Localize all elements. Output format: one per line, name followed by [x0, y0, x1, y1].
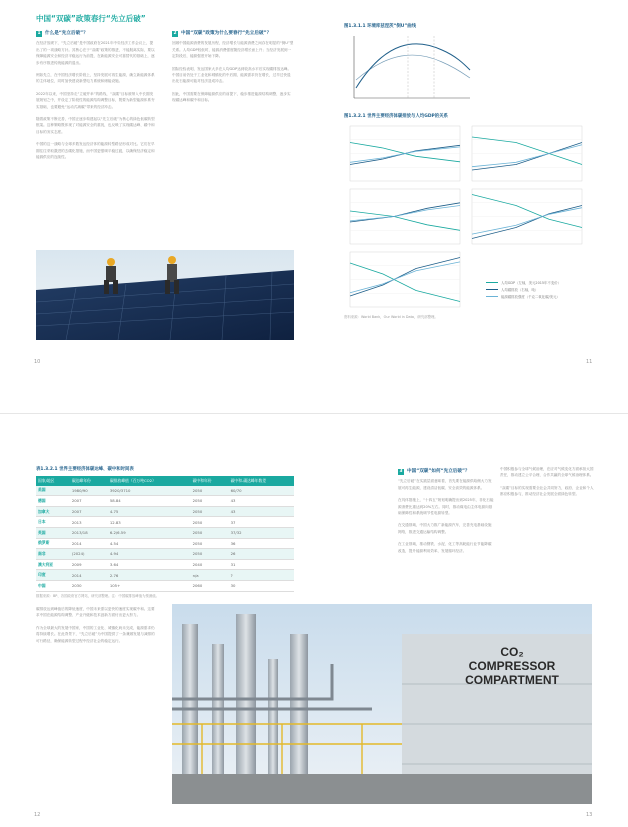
- paragraph: “双碳”目标的实现需要全社会共同努力，政府、企业和个人都应积极参与，推动经济社会发展全面绿色转型。: [500, 485, 594, 497]
- table-cell: 2050: [191, 549, 229, 560]
- table-cell: 31: [229, 559, 294, 570]
- country-cell: 英国: [36, 527, 70, 538]
- paragraph: 例如先立，在中国经济增长阶段上，坚持发展可再生能源，确立新能源体系的主体地位，同时加快建设新型电力系统和储能设施。: [36, 73, 155, 84]
- legend-label: 能源碳排放强度（千克二氧化碳/美元）: [501, 295, 560, 299]
- paragraph: 国际经验表明，发达国家大多在人均GDP达到较高水平后实现碳排放达峰。中国目前仍处于工业化和城镇化的中后期，能源需求仍在增长，过早过快退出化石能源可能对经济造成冲击。: [172, 66, 292, 84]
- section-heading-3: [398, 469, 494, 475]
- page-number: 13: [586, 812, 593, 818]
- series-line: [350, 258, 460, 297]
- legend-swatch-gdp: [486, 282, 498, 284]
- column-section-3b: [500, 466, 594, 504]
- table-cell: 2040: [191, 559, 229, 570]
- series-line: [350, 262, 460, 293]
- column-header: 国家/地区: [36, 476, 70, 486]
- chart-panel: [350, 189, 460, 244]
- figure-1-title: 图1.3.1.1 环境库兹涅茨“倒U”曲线: [344, 24, 416, 29]
- table-cell: 2060: [191, 580, 229, 591]
- table-cell: 30: [229, 580, 294, 591]
- table-cell: 37: [229, 517, 294, 528]
- solar-photo-illustration: [36, 250, 294, 340]
- column-header: 碳中和-碳达峰年数差: [229, 476, 294, 486]
- photo-sign-line1: CO₂: [500, 645, 524, 659]
- table-row: [36, 570, 294, 581]
- country-cell: 澳大利亚: [36, 559, 70, 570]
- chart-panel: [472, 189, 582, 244]
- section-title-2: 中国“双碳”政策为什么要春行“先立后破”？: [181, 31, 272, 36]
- column-header: 碳排放峰值（百万吨CO2）: [108, 476, 191, 486]
- paragraph: 中国积极参与全球气候治理，在应对气候变化方面承担大国责任，推动建立公平合理、合作共赢的全球气候治理体系。: [500, 467, 594, 478]
- chart-panel: [350, 126, 460, 181]
- table-cell: 3920/3710: [108, 486, 191, 496]
- table-cell: n/a: [191, 570, 229, 581]
- column-section-3: [398, 466, 494, 560]
- solar-panel-photo: [36, 250, 294, 340]
- country-cell: 南非: [36, 549, 70, 560]
- section-title-1: 什么是“先立后破”？: [45, 31, 88, 36]
- table-cell: 37/32: [229, 527, 294, 538]
- legend-item: [486, 287, 596, 292]
- table-row: [36, 527, 294, 538]
- figure-2-title: 图1.3.2.1 世界主要经济体碳排放与人均GDP的关系: [344, 114, 448, 119]
- section-number-1: 1: [37, 31, 41, 37]
- table-cell: 2050: [191, 496, 229, 507]
- table-row: [36, 496, 294, 507]
- table-header-row: [36, 476, 294, 486]
- table-row: [36, 559, 294, 570]
- table-cell: 2050: [191, 527, 229, 538]
- page-number: 11: [586, 359, 593, 365]
- table-row: [36, 549, 294, 560]
- page-number: 10: [34, 359, 41, 365]
- series-line: [472, 137, 582, 165]
- photo-sign-line3: COMPARTMENT: [465, 673, 559, 687]
- table-cell: 2009: [70, 559, 108, 570]
- country-cell: 美国: [36, 486, 70, 496]
- series-line: [350, 143, 460, 162]
- paragraph: 随着政策不断完善，中国正逐步构建起以“先立后破”为核心的绿色低碳转型框架。这种策略既体现了对能源安全的重视，也反映了实现碳达峰、碳中和目标的务实态度。: [36, 117, 155, 134]
- paragraph: “先立后破”在实践层面意味着，首先要在能源供给侧大力发展可再生能源，建设清洁低碳、安全高效的能源体系。: [398, 479, 492, 490]
- kuznets-curve-figure: [346, 30, 476, 108]
- country-cell: 德国: [36, 496, 70, 507]
- data-table: [36, 476, 294, 592]
- legend-item: [486, 280, 596, 285]
- table-cell: 2050: [191, 486, 229, 496]
- section-number-2: 2: [173, 31, 177, 37]
- column-section-1: [36, 28, 156, 167]
- table-row: [36, 580, 294, 591]
- table-cell: 58.84: [108, 496, 191, 507]
- peak-neutral-table: [36, 476, 294, 599]
- paragraph: 中国的这一战略与全球多数发达经济体的能源转型路径形成对比。它们在早期往往采取激进的去碳化措施，而中国更强调平稳过渡，以确保经济稳定和能源供应的连续性。: [36, 142, 155, 160]
- table-cell: 60/70: [229, 486, 294, 496]
- country-cell: 加拿大: [36, 506, 70, 517]
- co2-compressor-photo: [172, 604, 592, 804]
- country-cell: 印度: [36, 570, 70, 581]
- bottom-spread: [0, 414, 628, 827]
- table-cell: 12.83: [108, 517, 191, 528]
- table-row: [36, 506, 294, 517]
- paragraph: 在交通领域，中国大力推广新能源汽车，完善充电基础设施网络，推进交通运输结构调整。: [398, 523, 492, 534]
- series-line: [350, 263, 460, 302]
- table-cell: 2007: [70, 496, 108, 507]
- paragraph: 回顾中国能源消费的发展历程，经济增长与能源消费之间存在明显的“倒U”型关系。人均GDP较低时，能源消费强度随经济增长而上升；当经济发展到一定阶段后，能源强度开始下降。: [172, 41, 294, 59]
- paragraph: 在具体措施上，“十四五”规划明确提出到2025年，非化石能源消费比重达到20%左右。同时，推动煤电由主体电源向基础保障性和系统调节性电源转型。: [398, 498, 494, 516]
- country-cell: 中国: [36, 580, 70, 591]
- table-cell: 2050: [191, 506, 229, 517]
- section-title-3: 中国“双碳”如何“先立后破”？: [407, 469, 470, 474]
- table-cell: 36: [229, 538, 294, 549]
- column-left-bottom: [36, 606, 156, 650]
- paragraph: 因此，中国需要在保障能源供应的前提下，稳步推进能源结构调整，逐步实现碳达峰和碳中和目标。: [172, 91, 291, 103]
- paragraph: 在经济放缓下，“先立后破”是中国政府在2021年中央经济工作会议上，提出了的一项战略方针。其核心在于“双碳”政策的推进，不能脱离实际，要以保障能源安全和经济平稳运行为前提，在新能源安全可靠替代的基础上，逐步有序推进传统能源的退出。: [36, 41, 155, 65]
- chart-panel: [350, 252, 460, 307]
- kuznets-curve-svg: [346, 30, 476, 108]
- series-line: [472, 143, 582, 171]
- industrial-photo-illustration: [172, 604, 592, 804]
- table-row: [36, 486, 294, 496]
- table-row: [36, 517, 294, 528]
- table-cell: 2050: [191, 538, 229, 549]
- legend-label: 人均GDP（左轴，美元2015年不变价）: [501, 281, 561, 285]
- table-cell: 4.54: [108, 538, 191, 549]
- table-cell: (2024): [70, 549, 108, 560]
- photo-sign-line2: COMPRESSOR: [468, 659, 556, 673]
- table-cell: 2013: [70, 517, 108, 528]
- section-number-3: 3: [399, 469, 403, 475]
- chart-panel: [472, 126, 582, 181]
- section-heading-2: [172, 31, 294, 37]
- table-cell: 43: [229, 506, 294, 517]
- table-cell: 2030: [70, 580, 108, 591]
- chart-legend: [486, 280, 596, 301]
- column-header: 碳中和年份: [191, 476, 229, 486]
- table-cell: 26: [229, 549, 294, 560]
- table-title: 表1.3.2.1 世界主要经济体碳达峰、碳中和时间表: [36, 467, 134, 472]
- legend-item: [486, 294, 596, 299]
- column-section-2: [172, 28, 294, 110]
- table-cell: 4.75: [108, 506, 191, 517]
- page-title: 中国“双碳”政策春行“先立后破”: [36, 14, 146, 23]
- table-cell: 43: [229, 496, 294, 507]
- table-row: [36, 538, 294, 549]
- table-cell: 2013/18: [70, 527, 108, 538]
- table-cell: 4.94: [108, 549, 191, 560]
- figure-source: 资料来源：World Bank，Our World in Data，研究部整理。: [344, 315, 438, 319]
- table-cell: 105+: [108, 580, 191, 591]
- table-cell: 2.76: [108, 570, 191, 581]
- top-spread: [0, 0, 628, 413]
- table-cell: 2014: [70, 538, 108, 549]
- table-cell: 2050: [191, 517, 229, 528]
- table-cell: ?: [229, 570, 294, 581]
- paragraph: 2022年以来，中国坚持走“立破并举”的路线，“双碳”目标被纳入中长期发展规划之中，并设定了阶段性的能源结构调整目标，既要为新型能源体系夯实基础，也要避免“运动式减碳”带来的经济冲击。: [36, 91, 155, 109]
- page-number: 12: [34, 812, 41, 818]
- table-cell: 1980/90: [70, 486, 108, 496]
- legend-swatch-intensity: [486, 296, 498, 298]
- country-cell: 日本: [36, 517, 70, 528]
- table-cell: 2014: [70, 570, 108, 581]
- table-cell: 3.64: [108, 559, 191, 570]
- table-cell: 6.2/6.59: [108, 527, 191, 538]
- section-heading-1: [36, 31, 156, 37]
- table-note: 数据来源：BP、各国政府官方网站，研究部整理。注：中国碳排放峰值为预测值。: [36, 593, 160, 598]
- paragraph: 在工业领域，推动钢铁、水泥、化工等高耗能行业节能降碳改造，提升能源利用效率，发展循环经济。: [398, 542, 492, 553]
- column-header: 碳达峰年份: [70, 476, 108, 486]
- paragraph: 作为全球最大的发展中国家，中国的工业化、城镇化尚未完成，能源需求仍将持续增长。在此背景下，“先立后破”为中国提供了一条兼顾发展与减排的可行路径，确保能源转型过程中经济社会的稳定运行。: [36, 625, 155, 643]
- paragraph: 碳排放达到峰值后的降低速度，中国未来需以更快的速度实现碳中和。这要求中国在能源结构调整、产业升级和技术创新方面付出更大努力。: [36, 607, 155, 618]
- table-body: [36, 486, 294, 591]
- table-cell: 2007: [70, 506, 108, 517]
- legend-swatch-percap: [486, 289, 498, 291]
- country-cell: 俄罗斯: [36, 538, 70, 549]
- legend-label: 人均碳排放（右轴，吨）: [501, 288, 539, 292]
